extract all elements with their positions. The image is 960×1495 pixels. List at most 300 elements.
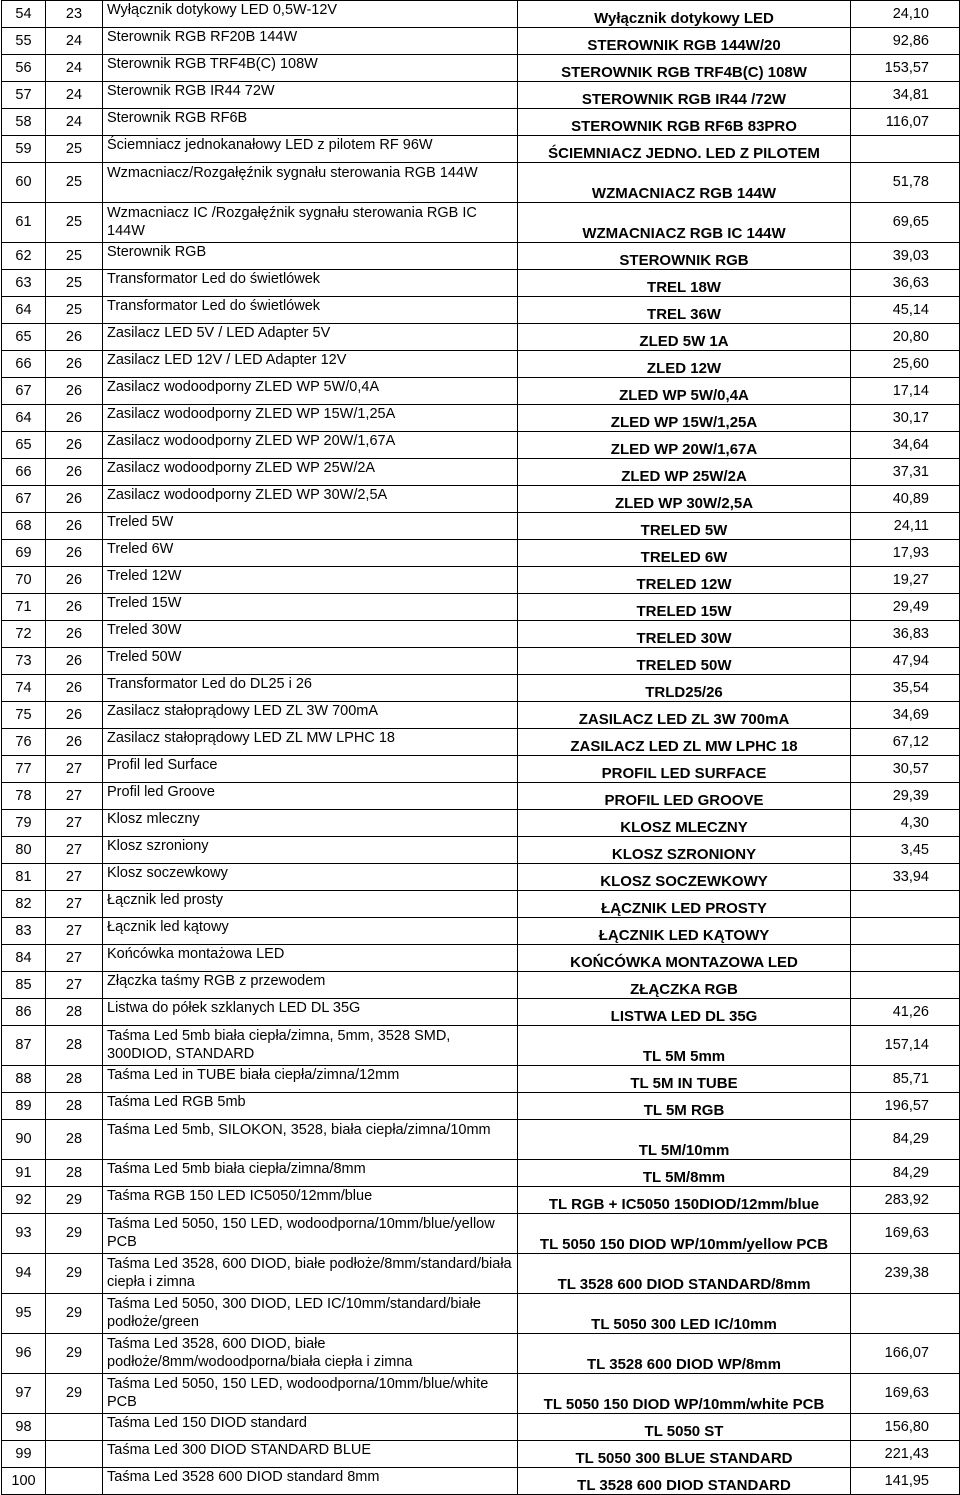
product-code-cell: ZLED 5W 1A xyxy=(518,324,851,351)
product-code-cell: ZLED 12W xyxy=(518,351,851,378)
group-number-cell: 27 xyxy=(46,837,103,864)
group-number-cell xyxy=(46,1414,103,1441)
price-cell: 45,14 xyxy=(851,297,960,324)
product-code-cell: PROFIL LED GROOVE xyxy=(518,783,851,810)
description-cell: Taśma Led 5050, 150 LED, wodoodporna/10mm/blue/yellow PCB xyxy=(103,1214,518,1254)
description-cell: Taśma Led 300 DIOD STANDARD BLUE xyxy=(103,1441,518,1468)
group-number-cell: 28 xyxy=(46,1160,103,1187)
product-code-cell: TL 5M IN TUBE xyxy=(518,1066,851,1093)
group-number-cell: 27 xyxy=(46,918,103,945)
row-number-cell: 94 xyxy=(2,1254,46,1294)
product-code-cell: TL 3528 600 DIOD STANDARD/8mm xyxy=(518,1254,851,1294)
group-number-cell: 28 xyxy=(46,1093,103,1120)
price-cell: 30,17 xyxy=(851,405,960,432)
row-number-cell: 58 xyxy=(2,109,46,136)
price-cell: 4,30 xyxy=(851,810,960,837)
group-number-cell: 28 xyxy=(46,1066,103,1093)
table-row xyxy=(2,203,960,243)
product-code-cell: ŚCIEMNIACZ JEDNO. LED Z PILOTEM xyxy=(518,136,851,163)
description-cell: Treled 50W xyxy=(103,648,518,675)
row-number-cell: 57 xyxy=(2,82,46,109)
row-number-cell: 65 xyxy=(2,324,46,351)
price-cell: 29,39 xyxy=(851,783,960,810)
price-cell: 37,31 xyxy=(851,459,960,486)
table-row xyxy=(2,378,960,405)
product-code-cell: ZŁĄCZKA RGB xyxy=(518,972,851,999)
group-number-cell: 26 xyxy=(46,351,103,378)
product-code-cell: WZMACNIACZ RGB 144W xyxy=(518,163,851,203)
row-number-cell: 87 xyxy=(2,1026,46,1066)
table-row xyxy=(2,783,960,810)
row-number-cell: 55 xyxy=(2,28,46,55)
product-code-cell: TL 3528 600 DIOD STANDARD xyxy=(518,1468,851,1495)
description-cell: Wyłącznik dotykowy LED 0,5W-12V xyxy=(103,1,518,28)
table-row xyxy=(2,82,960,109)
description-cell: Treled 15W xyxy=(103,594,518,621)
price-cell: 40,89 xyxy=(851,486,960,513)
row-number-cell: 66 xyxy=(2,351,46,378)
description-cell: Sterownik RGB RF6B xyxy=(103,109,518,136)
product-code-cell: TL 5M/8mm xyxy=(518,1160,851,1187)
description-cell: Taśma Led RGB 5mb xyxy=(103,1093,518,1120)
description-cell: Klosz soczewkowy xyxy=(103,864,518,891)
group-number-cell: 27 xyxy=(46,864,103,891)
price-cell: 169,63 xyxy=(851,1374,960,1414)
group-number-cell: 28 xyxy=(46,999,103,1026)
description-cell: Klosz mleczny xyxy=(103,810,518,837)
row-number-cell: 95 xyxy=(2,1294,46,1334)
group-number-cell: 26 xyxy=(46,567,103,594)
description-cell: Ściemniacz jednokanałowy LED z pilotem RF 96W xyxy=(103,136,518,163)
description-cell: Treled 5W xyxy=(103,513,518,540)
table-row xyxy=(2,756,960,783)
table-row xyxy=(2,972,960,999)
price-cell: 34,64 xyxy=(851,432,960,459)
price-cell: 34,81 xyxy=(851,82,960,109)
product-code-cell: TRELED 12W xyxy=(518,567,851,594)
row-number-cell: 54 xyxy=(2,1,46,28)
group-number-cell: 26 xyxy=(46,405,103,432)
group-number-cell: 24 xyxy=(46,28,103,55)
price-cell: 156,80 xyxy=(851,1414,960,1441)
table-row xyxy=(2,729,960,756)
table-row xyxy=(2,1,960,28)
price-cell: 153,57 xyxy=(851,55,960,82)
description-cell: Zasilacz wodoodporny ZLED WP 25W/2A xyxy=(103,459,518,486)
product-code-cell: TREL 18W xyxy=(518,270,851,297)
group-number-cell: 29 xyxy=(46,1254,103,1294)
price-cell: 39,03 xyxy=(851,243,960,270)
price-cell xyxy=(851,891,960,918)
price-cell: 35,54 xyxy=(851,675,960,702)
price-cell xyxy=(851,1294,960,1334)
row-number-cell: 79 xyxy=(2,810,46,837)
product-code-cell: ZLED WP 25W/2A xyxy=(518,459,851,486)
description-cell: Taśma Led 5mb biała ciepła/zimna, 5mm, 3528 SMD, 300DIOD, STANDARD xyxy=(103,1026,518,1066)
product-code-cell: ZLED WP 30W/2,5A xyxy=(518,486,851,513)
group-number-cell: 26 xyxy=(46,594,103,621)
price-cell: 157,14 xyxy=(851,1026,960,1066)
price-cell: 196,57 xyxy=(851,1093,960,1120)
table-row xyxy=(2,270,960,297)
price-cell: 221,43 xyxy=(851,1441,960,1468)
row-number-cell: 80 xyxy=(2,837,46,864)
table-row xyxy=(2,243,960,270)
product-code-cell: TL 5M 5mm xyxy=(518,1026,851,1066)
group-number-cell: 27 xyxy=(46,756,103,783)
price-cell: 85,71 xyxy=(851,1066,960,1093)
product-code-cell: TL 5050 150 DIOD WP/10mm/white PCB xyxy=(518,1374,851,1414)
description-cell: Zasilacz wodoodporny ZLED WP 30W/2,5A xyxy=(103,486,518,513)
table-row xyxy=(2,1066,960,1093)
table-row xyxy=(2,918,960,945)
product-code-cell: KLOSZ SOCZEWKOWY xyxy=(518,864,851,891)
product-code-cell: TL 3528 600 DIOD WP/8mm xyxy=(518,1334,851,1374)
description-cell: Taśma Led 5050, 150 LED, wodoodporna/10mm/blue/white PCB xyxy=(103,1374,518,1414)
table-row xyxy=(2,1026,960,1066)
table-row xyxy=(2,621,960,648)
product-code-cell: STEROWNIK RGB RF6B 83PRO xyxy=(518,109,851,136)
row-number-cell: 86 xyxy=(2,999,46,1026)
row-number-cell: 63 xyxy=(2,270,46,297)
group-number-cell: 26 xyxy=(46,432,103,459)
description-cell: Zasilacz wodoodporny ZLED WP 15W/1,25A xyxy=(103,405,518,432)
table-row xyxy=(2,810,960,837)
row-number-cell: 71 xyxy=(2,594,46,621)
row-number-cell: 92 xyxy=(2,1187,46,1214)
row-number-cell: 85 xyxy=(2,972,46,999)
table-row xyxy=(2,675,960,702)
group-number-cell: 24 xyxy=(46,82,103,109)
row-number-cell: 68 xyxy=(2,513,46,540)
table-row xyxy=(2,567,960,594)
price-cell: 47,94 xyxy=(851,648,960,675)
description-cell: Zasilacz LED 12V / LED Adapter 12V xyxy=(103,351,518,378)
table-row xyxy=(2,1334,960,1374)
group-number-cell: 26 xyxy=(46,513,103,540)
description-cell: Taśma RGB 150 LED IC5050/12mm/blue xyxy=(103,1187,518,1214)
table-row xyxy=(2,1093,960,1120)
group-number-cell: 29 xyxy=(46,1294,103,1334)
table-row xyxy=(2,945,960,972)
price-cell: 41,26 xyxy=(851,999,960,1026)
product-code-cell: STEROWNIK RGB xyxy=(518,243,851,270)
product-code-cell: ŁĄCZNIK LED PROSTY xyxy=(518,891,851,918)
table-row xyxy=(2,999,960,1026)
row-number-cell: 61 xyxy=(2,203,46,243)
product-code-cell: TRELED 50W xyxy=(518,648,851,675)
group-number-cell: 26 xyxy=(46,486,103,513)
description-cell: Transformator Led do świetlówek xyxy=(103,270,518,297)
price-cell: 141,95 xyxy=(851,1468,960,1495)
description-cell: Taśma Led 3528 600 DIOD standard 8mm xyxy=(103,1468,518,1495)
table-row xyxy=(2,702,960,729)
product-code-cell: ZLED WP 5W/0,4A xyxy=(518,378,851,405)
table-row xyxy=(2,513,960,540)
group-number-cell: 26 xyxy=(46,675,103,702)
table-row xyxy=(2,540,960,567)
group-number-cell: 24 xyxy=(46,109,103,136)
price-cell: 51,78 xyxy=(851,163,960,203)
price-cell: 239,38 xyxy=(851,1254,960,1294)
price-cell: 20,80 xyxy=(851,324,960,351)
description-cell: Końcówka montażowa LED xyxy=(103,945,518,972)
product-code-cell: TREL 36W xyxy=(518,297,851,324)
description-cell: Profil led Surface xyxy=(103,756,518,783)
table-row xyxy=(2,1441,960,1468)
row-number-cell: 93 xyxy=(2,1214,46,1254)
group-number-cell: 26 xyxy=(46,702,103,729)
description-cell: Taśma Led 3528, 600 DIOD, białe podłoże/8mm/wodoodporna/biała ciepła i zimna xyxy=(103,1334,518,1374)
price-list-body xyxy=(2,1,960,1495)
row-number-cell: 65 xyxy=(2,432,46,459)
table-row xyxy=(2,837,960,864)
row-number-cell: 70 xyxy=(2,567,46,594)
product-code-cell: ZASILACZ LED ZL MW LPHC 18 xyxy=(518,729,851,756)
row-number-cell: 84 xyxy=(2,945,46,972)
price-cell: 25,60 xyxy=(851,351,960,378)
table-row xyxy=(2,1254,960,1294)
description-cell: Zasilacz stałoprądowy LED ZL MW LPHC 18 xyxy=(103,729,518,756)
row-number-cell: 72 xyxy=(2,621,46,648)
group-number-cell: 26 xyxy=(46,378,103,405)
group-number-cell: 24 xyxy=(46,55,103,82)
group-number-cell: 29 xyxy=(46,1374,103,1414)
product-code-cell: STEROWNIK RGB IR44 /72W xyxy=(518,82,851,109)
description-cell: Wzmacniacz/Rozgałęźnik sygnału sterowania RGB 144W xyxy=(103,163,518,203)
product-code-cell: TRLD25/26 xyxy=(518,675,851,702)
price-cell: 34,69 xyxy=(851,702,960,729)
product-code-cell: PROFIL LED SURFACE xyxy=(518,756,851,783)
row-number-cell: 76 xyxy=(2,729,46,756)
row-number-cell: 99 xyxy=(2,1441,46,1468)
price-cell: 29,49 xyxy=(851,594,960,621)
price-cell: 36,63 xyxy=(851,270,960,297)
price-cell: 3,45 xyxy=(851,837,960,864)
product-code-cell: KOŃCÓWKA MONTAZOWA LED xyxy=(518,945,851,972)
group-number-cell: 26 xyxy=(46,540,103,567)
price-cell xyxy=(851,918,960,945)
description-cell: Zasilacz wodoodporny ZLED WP 5W/0,4A xyxy=(103,378,518,405)
row-number-cell: 67 xyxy=(2,486,46,513)
product-code-cell: TL 5050 ST xyxy=(518,1414,851,1441)
product-code-cell: TRELED 5W xyxy=(518,513,851,540)
price-cell: 30,57 xyxy=(851,756,960,783)
table-row xyxy=(2,1468,960,1495)
row-number-cell: 59 xyxy=(2,136,46,163)
table-row xyxy=(2,459,960,486)
group-number-cell: 27 xyxy=(46,783,103,810)
table-row xyxy=(2,163,960,203)
price-cell: 84,29 xyxy=(851,1120,960,1160)
row-number-cell: 67 xyxy=(2,378,46,405)
product-code-cell: KLOSZ MLECZNY xyxy=(518,810,851,837)
product-code-cell: ŁĄCZNIK LED KĄTOWY xyxy=(518,918,851,945)
price-cell: 92,86 xyxy=(851,28,960,55)
group-number-cell: 25 xyxy=(46,270,103,297)
row-number-cell: 73 xyxy=(2,648,46,675)
group-number-cell: 25 xyxy=(46,163,103,203)
price-cell: 166,07 xyxy=(851,1334,960,1374)
product-code-cell: KLOSZ SZRONIONY xyxy=(518,837,851,864)
row-number-cell: 82 xyxy=(2,891,46,918)
group-number-cell: 25 xyxy=(46,203,103,243)
row-number-cell: 64 xyxy=(2,405,46,432)
price-cell: 69,65 xyxy=(851,203,960,243)
description-cell: Klosz szroniony xyxy=(103,837,518,864)
table-row xyxy=(2,1187,960,1214)
group-number-cell xyxy=(46,1441,103,1468)
description-cell: Taśma Led 5mb, SILOKON, 3528, biała ciepła/zimna/10mm xyxy=(103,1120,518,1160)
group-number-cell: 25 xyxy=(46,243,103,270)
product-code-cell: ZLED WP 15W/1,25A xyxy=(518,405,851,432)
table-row xyxy=(2,486,960,513)
row-number-cell: 89 xyxy=(2,1093,46,1120)
table-row xyxy=(2,1374,960,1414)
group-number-cell: 28 xyxy=(46,1026,103,1066)
table-row xyxy=(2,28,960,55)
row-number-cell: 81 xyxy=(2,864,46,891)
product-code-cell: TL RGB + IC5050 150DIOD/12mm/blue xyxy=(518,1187,851,1214)
group-number-cell: 25 xyxy=(46,297,103,324)
table-row xyxy=(2,136,960,163)
row-number-cell: 88 xyxy=(2,1066,46,1093)
table-row xyxy=(2,594,960,621)
description-cell: Łącznik led kątowy xyxy=(103,918,518,945)
product-code-cell: TL 5M/10mm xyxy=(518,1120,851,1160)
product-code-cell: TL 5050 300 LED IC/10mm xyxy=(518,1294,851,1334)
price-cell: 24,11 xyxy=(851,513,960,540)
row-number-cell: 97 xyxy=(2,1374,46,1414)
row-number-cell: 100 xyxy=(2,1468,46,1495)
table-row xyxy=(2,55,960,82)
group-number-cell: 26 xyxy=(46,621,103,648)
description-cell: Transformator Led do świetlówek xyxy=(103,297,518,324)
row-number-cell: 69 xyxy=(2,540,46,567)
price-cell: 36,83 xyxy=(851,621,960,648)
product-code-cell: STEROWNIK RGB TRF4B(C) 108W xyxy=(518,55,851,82)
description-cell: Taśma Led 150 DIOD standard xyxy=(103,1414,518,1441)
product-code-cell: LISTWA LED DL 35G xyxy=(518,999,851,1026)
description-cell: Taśma Led 5mb biała ciepła/zimna/8mm xyxy=(103,1160,518,1187)
description-cell: Złączka taśmy RGB z przewodem xyxy=(103,972,518,999)
row-number-cell: 62 xyxy=(2,243,46,270)
product-code-cell: ZASILACZ LED ZL 3W 700mA xyxy=(518,702,851,729)
table-row xyxy=(2,891,960,918)
group-number-cell: 26 xyxy=(46,459,103,486)
table-row xyxy=(2,432,960,459)
price-cell: 24,10 xyxy=(851,1,960,28)
table-row xyxy=(2,351,960,378)
price-list-table xyxy=(1,0,960,1495)
group-number-cell: 29 xyxy=(46,1214,103,1254)
description-cell: Taśma Led in TUBE biała ciepła/zimna/12mm xyxy=(103,1066,518,1093)
price-cell: 33,94 xyxy=(851,864,960,891)
row-number-cell: 90 xyxy=(2,1120,46,1160)
row-number-cell: 77 xyxy=(2,756,46,783)
group-number-cell xyxy=(46,1468,103,1495)
product-code-cell: TRELED 6W xyxy=(518,540,851,567)
description-cell: Sterownik RGB TRF4B(C) 108W xyxy=(103,55,518,82)
table-row xyxy=(2,1414,960,1441)
description-cell: Treled 12W xyxy=(103,567,518,594)
description-cell: Sterownik RGB xyxy=(103,243,518,270)
group-number-cell: 26 xyxy=(46,729,103,756)
description-cell: Profil led Groove xyxy=(103,783,518,810)
product-code-cell: ZLED WP 20W/1,67A xyxy=(518,432,851,459)
table-row xyxy=(2,648,960,675)
price-cell xyxy=(851,945,960,972)
group-number-cell: 29 xyxy=(46,1334,103,1374)
price-cell xyxy=(851,136,960,163)
row-number-cell: 75 xyxy=(2,702,46,729)
price-cell: 17,93 xyxy=(851,540,960,567)
group-number-cell: 25 xyxy=(46,136,103,163)
description-cell: Listwa do półek szklanych LED DL 35G xyxy=(103,999,518,1026)
row-number-cell: 78 xyxy=(2,783,46,810)
price-cell xyxy=(851,972,960,999)
group-number-cell: 26 xyxy=(46,648,103,675)
group-number-cell: 26 xyxy=(46,324,103,351)
price-cell: 84,29 xyxy=(851,1160,960,1187)
table-row xyxy=(2,324,960,351)
price-cell: 67,12 xyxy=(851,729,960,756)
row-number-cell: 83 xyxy=(2,918,46,945)
table-row xyxy=(2,864,960,891)
price-cell: 17,14 xyxy=(851,378,960,405)
row-number-cell: 91 xyxy=(2,1160,46,1187)
row-number-cell: 96 xyxy=(2,1334,46,1374)
description-cell: Łącznik led prosty xyxy=(103,891,518,918)
description-cell: Treled 30W xyxy=(103,621,518,648)
product-code-cell: TL 5050 300 BLUE STANDARD xyxy=(518,1441,851,1468)
product-code-cell: STEROWNIK RGB 144W/20 xyxy=(518,28,851,55)
product-code-cell: TL 5M RGB xyxy=(518,1093,851,1120)
price-cell: 19,27 xyxy=(851,567,960,594)
product-code-cell: TL 5050 150 DIOD WP/10mm/yellow PCB xyxy=(518,1214,851,1254)
price-cell: 116,07 xyxy=(851,109,960,136)
row-number-cell: 64 xyxy=(2,297,46,324)
table-row xyxy=(2,1160,960,1187)
table-row xyxy=(2,1214,960,1254)
description-cell: Zasilacz stałoprądowy LED ZL 3W 700mA xyxy=(103,702,518,729)
table-row xyxy=(2,405,960,432)
description-cell: Sterownik RGB IR44 72W xyxy=(103,82,518,109)
product-code-cell: WZMACNIACZ RGB IC 144W xyxy=(518,203,851,243)
table-row xyxy=(2,297,960,324)
description-cell: Transformator Led do DL25 i 26 xyxy=(103,675,518,702)
product-code-cell: Wyłącznik dotykowy LED xyxy=(518,1,851,28)
group-number-cell: 23 xyxy=(46,1,103,28)
row-number-cell: 66 xyxy=(2,459,46,486)
product-code-cell: TRELED 30W xyxy=(518,621,851,648)
group-number-cell: 28 xyxy=(46,1120,103,1160)
row-number-cell: 98 xyxy=(2,1414,46,1441)
group-number-cell: 29 xyxy=(46,1187,103,1214)
row-number-cell: 74 xyxy=(2,675,46,702)
group-number-cell: 27 xyxy=(46,810,103,837)
price-cell: 169,63 xyxy=(851,1214,960,1254)
description-cell: Sterownik RGB RF20B 144W xyxy=(103,28,518,55)
group-number-cell: 27 xyxy=(46,945,103,972)
description-cell: Zasilacz LED 5V / LED Adapter 5V xyxy=(103,324,518,351)
description-cell: Treled 6W xyxy=(103,540,518,567)
table-row xyxy=(2,109,960,136)
product-code-cell: TRELED 15W xyxy=(518,594,851,621)
group-number-cell: 27 xyxy=(46,972,103,999)
table-row xyxy=(2,1120,960,1160)
price-cell: 283,92 xyxy=(851,1187,960,1214)
